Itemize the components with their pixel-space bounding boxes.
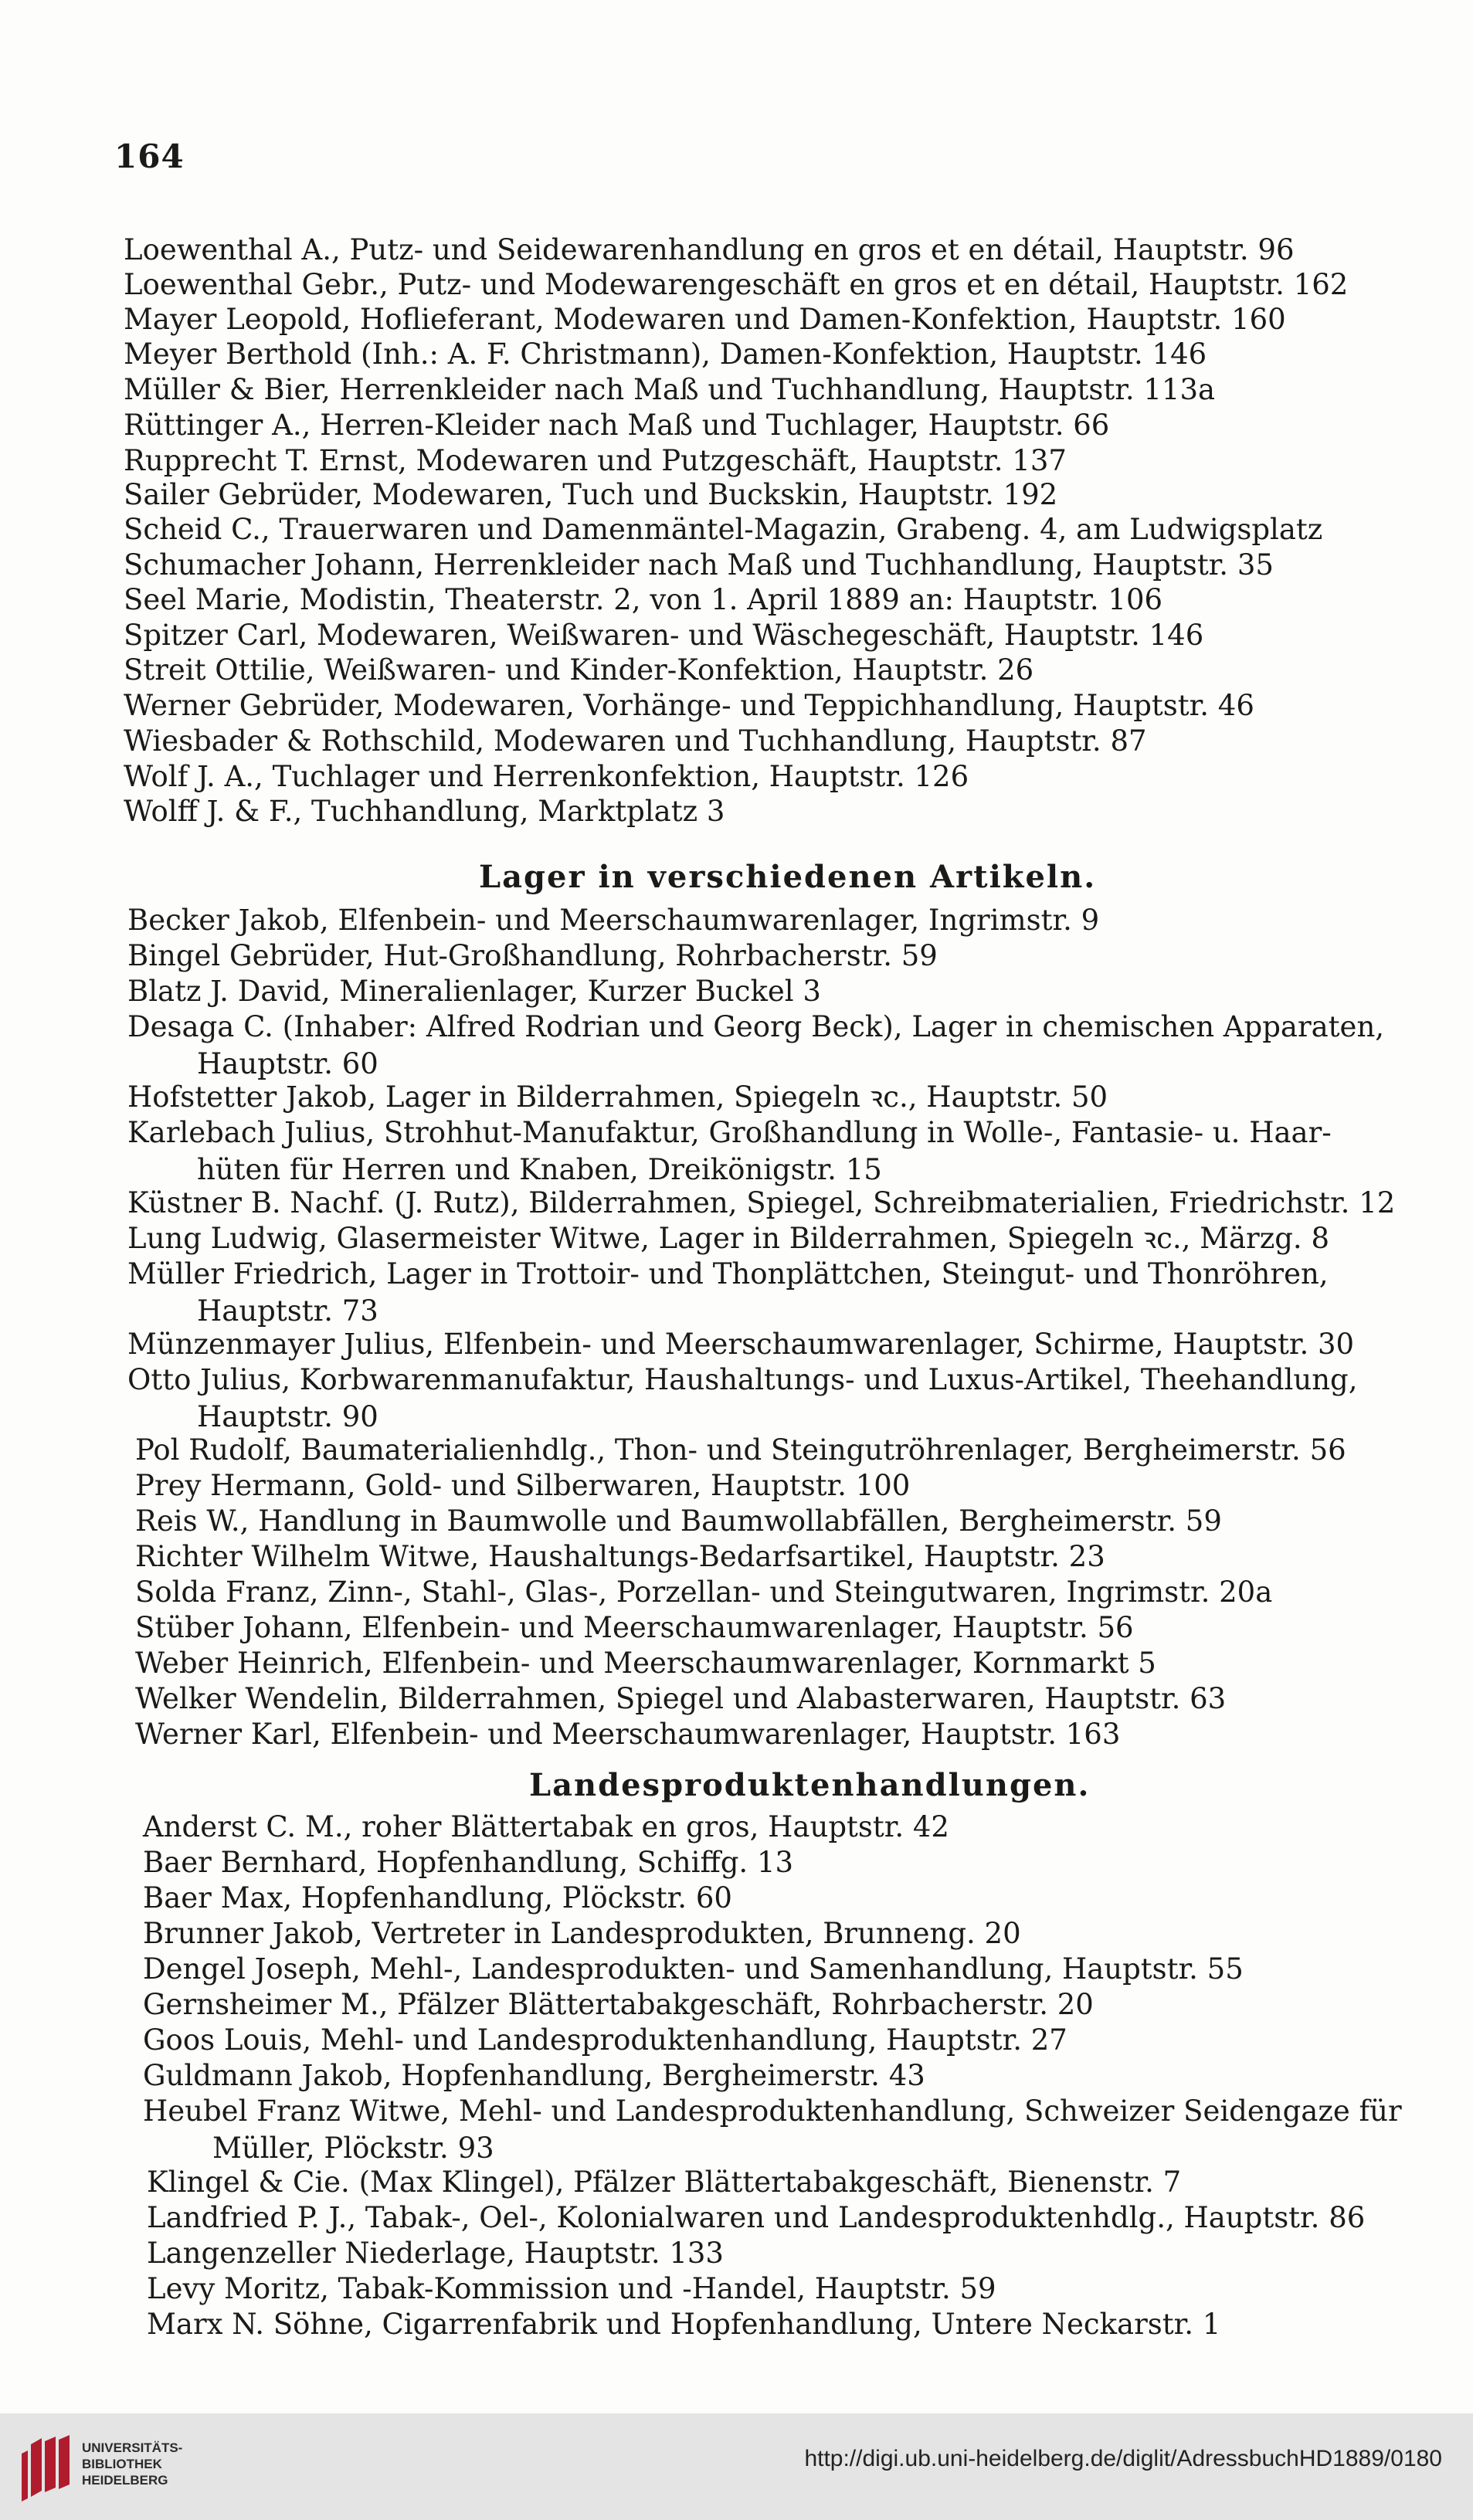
source-url-link[interactable]: http://digi.ub.uni-heidelberg.de/diglit/AdressbuchHD1889/0180 xyxy=(804,2446,1442,2471)
list-item: Streit Ottilie, Weißwaren- und Kinder-Konfektion, Hauptstr. 26 xyxy=(124,653,1034,687)
list-item: Reis W., Handlung in Baumwolle und Baumwollabfällen, Bergheimerstr. 59 xyxy=(135,1504,1222,1538)
list-item: Levy Moritz, Tabak-Kommission und -Handel, Hauptstr. 59 xyxy=(147,2272,996,2305)
list-item: Dengel Joseph, Mehl-, Landesprodukten- und Samenhandlung, Hauptstr. 55 xyxy=(143,1952,1244,1986)
list-item: Welker Wendelin, Bilderrahmen, Spiegel und Alabasterwaren, Hauptstr. 63 xyxy=(135,1682,1227,1715)
list-item: Baer Bernhard, Hopfenhandlung, Schiffg. 13 xyxy=(143,1846,794,1879)
section-heading: Lager in verschiedenen Artikeln. xyxy=(479,859,1097,895)
list-item: Pol Rudolf, Baumaterialienhdlg., Thon- und Steingutröhrenlager, Bergheimerstr. 56 xyxy=(135,1433,1346,1467)
list-item: Loewenthal A., Putz- und Seidewarenhandlung en gros et en détail, Hauptstr. 96 xyxy=(124,233,1295,266)
list-item: Müller & Bier, Herrenkleider nach Maß und Tuchhandlung, Hauptstr. 113a xyxy=(124,373,1216,406)
list-item: Rüttinger A., Herren-Kleider nach Maß und Tuchlager, Hauptstr. 66 xyxy=(124,409,1110,442)
page-number: 164 xyxy=(114,137,185,175)
list-item: Solda Franz, Zinn-, Stahl-, Glas-, Porzellan- und Steingutwaren, Ingrimstr. 20a xyxy=(135,1575,1273,1609)
list-item: Brunner Jakob, Vertreter in Landesprodukten, Brunneng. 20 xyxy=(143,1917,1021,1950)
library-footer xyxy=(0,2413,1473,2520)
library-name: UNIVERSITÄTS- BIBLIOTHEK HEIDELBERG xyxy=(82,2440,183,2488)
list-item: Gernsheimer M., Pfälzer Blättertabakgeschäft, Rohrbacherstr. 20 xyxy=(143,1988,1094,2021)
list-item: Werner Gebrüder, Modewaren, Vorhänge- und Teppichhandlung, Hauptstr. 46 xyxy=(124,689,1254,722)
list-item: Werner Karl, Elfenbein- und Meerschaumwarenlager, Hauptstr. 163 xyxy=(135,1718,1121,1751)
list-item: Baer Max, Hopfenhandlung, Plöckstr. 60 xyxy=(143,1881,732,1915)
list-item: Weber Heinrich, Elfenbein- und Meerschaumwarenlager, Kornmarkt 5 xyxy=(135,1647,1156,1680)
list-item: Langenzeller Niederlage, Hauptstr. 133 xyxy=(147,2237,724,2270)
list-item: Bingel Gebrüder, Hut-Großhandlung, Rohrbacherstr. 59 xyxy=(127,939,938,972)
list-item: Hofstetter Jakob, Lager in Bilderrahmen, Spiegeln ꝛc., Hauptstr. 50 xyxy=(127,1080,1108,1114)
list-item: Wiesbader & Rothschild, Modewaren und Tuchhandlung, Hauptstr. 87 xyxy=(124,724,1147,758)
list-item: Meyer Berthold (Inh.: A. F. Christmann), Damen-Konfektion, Hauptstr. 146 xyxy=(124,337,1207,371)
list-item: Spitzer Carl, Modewaren, Weißwaren- und Wäschegeschäft, Hauptstr. 146 xyxy=(124,619,1204,652)
section-heading: Landesproduktenhandlungen. xyxy=(529,1767,1091,1803)
list-item: Heubel Franz Witwe, Mehl- und Landesproduktenhandlung, Schweizer Seidengaze für Müller, Plöckstr. 93 xyxy=(143,2094,1402,2165)
list-item: Lung Ludwig, Glasermeister Witwe, Lager in Bilderrahmen, Spiegeln ꝛc., Märzg. 8 xyxy=(127,1222,1329,1255)
list-item: Richter Wilhelm Witwe, Haushaltungs-Bedarfsartikel, Hauptstr. 23 xyxy=(135,1540,1105,1573)
list-item: Scheid C., Trauerwaren und Damenmäntel-Magazin, Grabeng. 4, am Ludwigsplatz xyxy=(124,513,1323,546)
list-item: Klingel & Cie. (Max Klingel), Pfälzer Blättertabakgeschäft, Bienenstr. 7 xyxy=(147,2166,1182,2199)
list-item: Müller Friedrich, Lager in Trottoir- und Thonplättchen, Steingut- und Thonröhren, Hauptstr. 73 xyxy=(127,1257,1329,1328)
list-item: Otto Julius, Korbwarenmanufaktur, Haushaltungs- und Luxus-Artikel, Theehandlung, Hauptstr. 90 xyxy=(127,1363,1358,1433)
list-item: Prey Hermann, Gold- und Silberwaren, Hauptstr. 100 xyxy=(135,1469,911,1502)
list-item: Anderst C. M., roher Blättertabak en gros, Hauptstr. 42 xyxy=(143,1810,949,1843)
list-item: Wolf J. A., Tuchlager und Herrenkonfektion, Hauptstr. 126 xyxy=(124,760,969,793)
list-item: Schumacher Johann, Herrenkleider nach Maß und Tuchhandlung, Hauptstr. 35 xyxy=(124,548,1274,582)
list-item: Desaga C. (Inhaber: Alfred Rodrian und Georg Beck), Lager in chemischen Apparaten, Hauptstr. 60 xyxy=(127,1010,1385,1080)
list-item: Marx N. Söhne, Cigarrenfabrik und Hopfenhandlung, Untere Neckarstr. 1 xyxy=(147,2308,1221,2341)
list-item: Karlebach Julius, Strohhut-Manufaktur, Großhandlung in Wolle-, Fantasie- u. Haar- hüten für Herren und Knaben, Dreikönigstr. 15 xyxy=(127,1116,1332,1186)
list-item: Wolff J. & F., Tuchhandlung, Marktplatz 3 xyxy=(124,795,725,828)
list-item: Goos Louis, Mehl- und Landesproduktenhandlung, Hauptstr. 27 xyxy=(143,2023,1067,2057)
list-item: Rupprecht T. Ernst, Modewaren und Putzgeschäft, Hauptstr. 137 xyxy=(124,444,1067,477)
list-item: Seel Marie, Modistin, Theaterstr. 2, von 1. April 1889 an: Hauptstr. 106 xyxy=(124,583,1163,616)
university-library-logo-icon xyxy=(14,2430,88,2505)
list-item: Landfried P. J., Tabak-, Oel-, Kolonialwaren und Landesproduktenhdlg., Hauptstr. 86 xyxy=(147,2201,1366,2234)
list-item: Sailer Gebrüder, Modewaren, Tuch und Buckskin, Hauptstr. 192 xyxy=(124,478,1058,511)
list-item: Blatz J. David, Mineralienlager, Kurzer Buckel 3 xyxy=(127,975,821,1008)
list-item: Münzenmayer Julius, Elfenbein- und Meerschaumwarenlager, Schirme, Hauptstr. 30 xyxy=(127,1328,1355,1361)
list-item: Mayer Leopold, Hoflieferant, Modewaren und Damen-Konfektion, Hauptstr. 160 xyxy=(124,303,1286,336)
list-item: Stüber Johann, Elfenbein- und Meerschaumwarenlager, Hauptstr. 56 xyxy=(135,1611,1134,1644)
list-item: Küstner B. Nachf. (J. Rutz), Bilderrahmen, Spiegel, Schreibmaterialien, Friedrichstr. 12 xyxy=(127,1186,1396,1219)
list-item: Becker Jakob, Elfenbein- und Meerschaumwarenlager, Ingrimstr. 9 xyxy=(127,904,1100,937)
list-item: Guldmann Jakob, Hopfenhandlung, Bergheimerstr. 43 xyxy=(143,2059,925,2092)
list-item: Loewenthal Gebr., Putz- und Modewarengeschäft en gros et en détail, Hauptstr. 162 xyxy=(124,268,1349,301)
